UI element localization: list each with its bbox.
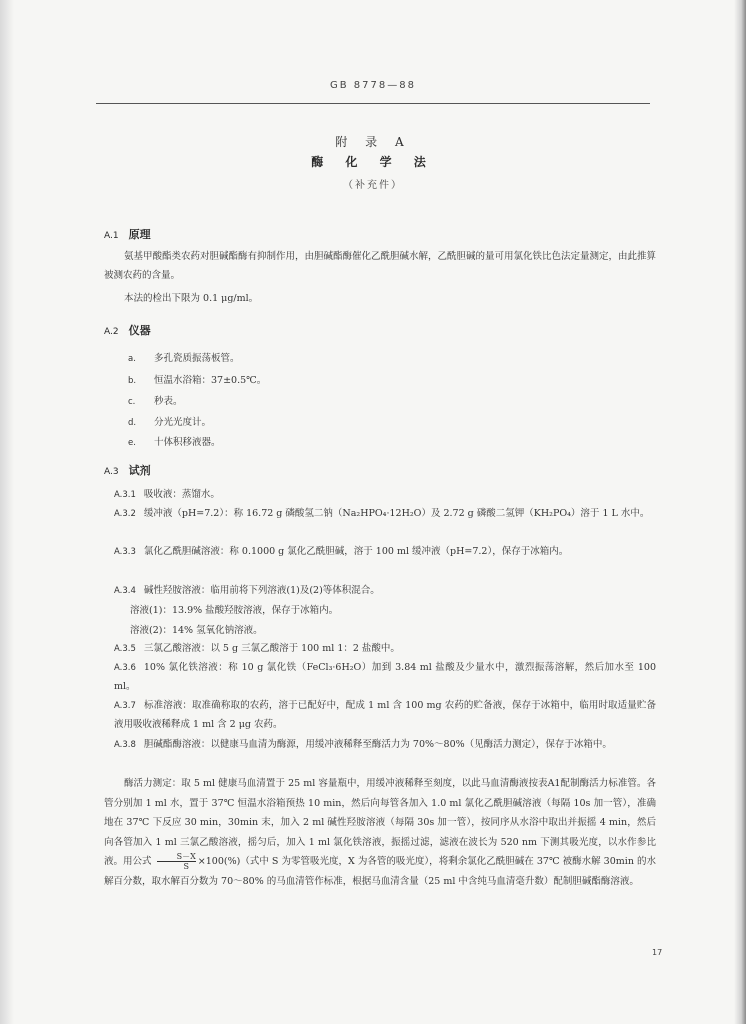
appendix-label: 附 录 A bbox=[335, 135, 411, 149]
reagent-item: A.3.4 碱性羟胺溶液：临用前将下列溶液(1)及(2)等体积混合。 bbox=[114, 585, 380, 596]
section-number: A.3 bbox=[104, 467, 119, 477]
section-a2-heading bbox=[104, 322, 151, 338]
reagent-item: A.3.7 标准溶液：取准确称取的农药，溶于已配好中，配成 1 ml 含 100 mg 农药的贮备液，保存于冰箱中，临用时取适量贮备液用吸收液稀释成 1 ml 含 2 μg 农药。 bbox=[114, 700, 656, 730]
instrument-item: c. 秒表。 bbox=[128, 396, 183, 407]
section-a3-heading bbox=[104, 462, 151, 478]
section-number: A.2 bbox=[104, 327, 119, 337]
instrument-item: d. 分光光度计。 bbox=[128, 417, 212, 428]
page-number: 17 bbox=[652, 948, 663, 957]
hydrolysis-formula: $\frac{S-X}{S}$ bbox=[157, 852, 196, 871]
section-a1-heading bbox=[104, 226, 151, 242]
reagent-item: A.3.8 胆碱酯酶溶液：以健康马血清为酶源，用缓冲液稀释至酶活力为 70%～80%（见酶活力测定），保存于冰箱中。 bbox=[114, 739, 612, 750]
principle-paragraph: 氨基甲酸酯类农药对胆碱酯酶有抑制作用，由胆碱酯酶催化乙酰胆碱水解，乙酰胆碱的量可用氯化铁比色法定量测定，由此推算被测农药的含量。 bbox=[104, 251, 657, 281]
header-rule bbox=[96, 103, 650, 104]
reagent-item: A.3.1 吸收液：蒸馏水。 bbox=[114, 489, 220, 500]
section-title: 原理 bbox=[128, 228, 151, 241]
section-title: 仪器 bbox=[128, 324, 151, 337]
enzyme-activity-paragraph: 酶活力测定：取 5 ml 健康马血清置于 25 ml 容量瓶中，用缓冲液稀释至刻度，以此马血清酶液按表A1配制酶活力标准管。各管分别加 1 ml 水，置于 37℃ 恒温水浴箱预热 10 min，然后向每管各加入 1.0 ml 氯化乙酰胆碱溶液（每隔 10s 加一管），准确地在 37℃ 下反应 30 min，30min 末，加入 2 ml 碱性羟胺溶液（每隔 30s 加一管），按同序从水浴中取出并振摇 4 min，然后向各管加入 1 ml 三氯乙酸溶液，摇匀后，加入 1 ml 氯化铁溶液，振摇过滤，滤液在波长为 520 nm 下测其吸光度，以水作参比液。用公式 $\frac{S-X}{S}$ ×100(%)（式中 S 为零管吸光度，X 为各管的吸光度），将剩余氯化乙酰胆碱在 37℃ 被酶水解 30min 的水解百分数，取水解百分数为 70～80% 的马血清管作标准，根据马血清含量（25 ml 中含纯马血清毫升数）配制胆碱酯酶溶液。 bbox=[104, 778, 656, 887]
section-number: A.1 bbox=[104, 231, 119, 241]
reagent-item: A.3.3 氯化乙酰胆碱溶液：称 0.1000 g 氯化乙酰胆碱，溶于 100 ml 缓冲液（pH=7.2），保存于冰箱内。 bbox=[114, 546, 569, 557]
instrument-item: b. 恒温水浴箱：37±0.5℃。 bbox=[128, 375, 267, 386]
instrument-item: a. 多孔瓷质振荡板管。 bbox=[128, 353, 240, 364]
section-title: 试剂 bbox=[128, 464, 151, 477]
standard-code: GB 8778—88 bbox=[330, 80, 416, 91]
supplement-label: （补充件） bbox=[343, 180, 403, 191]
reagent-item: A.3.6 10% 氯化铁溶液：称 10 g 氯化铁（FeCl₃·6H₂O）加到 3.84 ml 盐酸及少量水中，激烈振荡溶解，然后加水至 100 ml。 bbox=[114, 662, 656, 692]
solution-line: 溶液(1)：13.9% 盐酸羟胺溶液，保存于冰箱内。 bbox=[130, 605, 339, 616]
reagent-item: A.3.2 缓冲液（pH=7.2）：称 16.72 g 磷酸氢二钠（Na₂HPO₄·12H₂O）及 2.72 g 磷酸二氢钾（KH₂PO₄）溶于 1 L 水中。 bbox=[114, 508, 650, 519]
instrument-item: e. 十体积移液器。 bbox=[128, 437, 221, 448]
solution-line: 溶液(2)：14% 氢氧化钠溶液。 bbox=[130, 625, 263, 636]
reagent-item: A.3.5 三氯乙酸溶液：以 5 g 三氯乙酸溶于 100 ml 1：2 盐酸中。 bbox=[114, 643, 400, 654]
method-title: 酶 化 学 法 bbox=[311, 155, 435, 169]
detection-limit: 本法的检出下限为 0.1 μg/ml。 bbox=[124, 293, 259, 304]
